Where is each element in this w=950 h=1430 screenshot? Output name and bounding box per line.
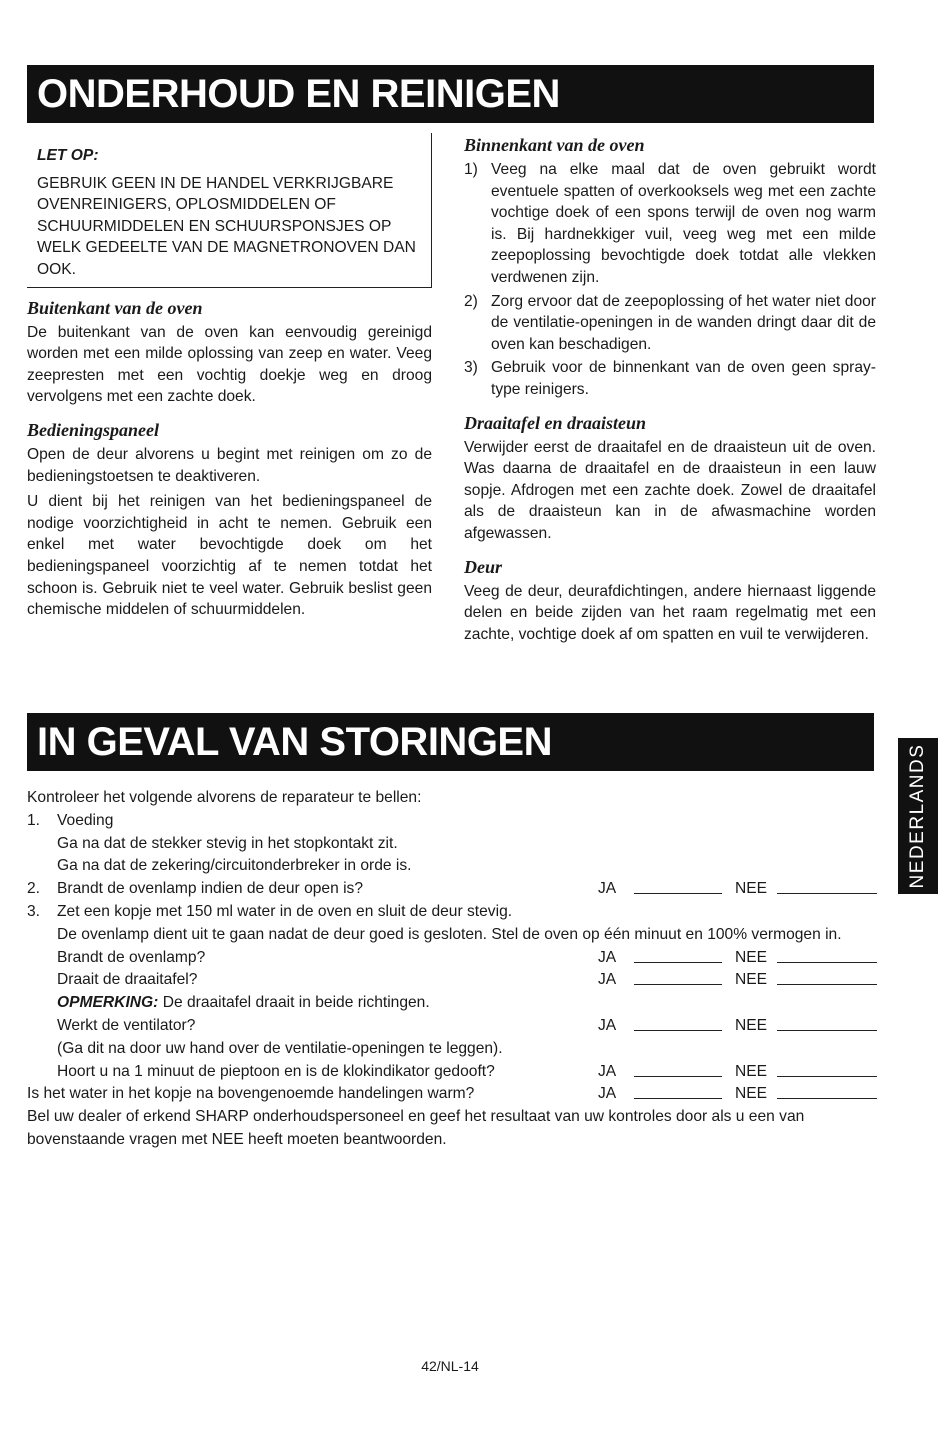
checklist-line: Ga na dat de zekering/circuitonderbreker in orde is.	[57, 857, 412, 875]
warning-title: LET OP:	[37, 147, 99, 164]
panel-heading: Bedieningspaneel	[27, 419, 160, 440]
note-line	[27, 992, 877, 1015]
troubleshooting-checklist	[27, 787, 877, 1152]
item-text: Zet een kopje met 150 ml water in de oven en sluit de deur stevig.	[57, 902, 513, 920]
turntable-section	[464, 411, 876, 545]
check-turntable	[27, 969, 877, 992]
inside-list	[464, 159, 876, 401]
yes-answer-line	[634, 962, 722, 963]
list-item	[464, 291, 876, 356]
list-item-text: Veeg na elke maal dat de oven gebruikt wordt eventuele spatten of overkooksels weg met een zachte vochtige doek of een spons terwijl de oven nog warm is. Bij hardnekkiger vuil, veeg weg met een milde zeepoplossing bevochtigde doek totdat alle vlekken verdwenen zijn.	[491, 161, 876, 286]
check-fan	[27, 1015, 877, 1038]
yes-label: JA	[598, 971, 617, 989]
no-label: NEE	[735, 1062, 768, 1080]
no-answer-line	[777, 1076, 877, 1077]
warning-box	[27, 133, 432, 288]
checklist-item-2	[27, 878, 877, 901]
checklist-item-1	[27, 810, 877, 833]
item-question: Hoort u na 1 minuut de pieptoon en is de klokindikator gedooft?	[57, 1062, 495, 1080]
no-answer-line	[777, 893, 877, 894]
panel-text-2: U dient bij het reinigen van het bedieningspaneel de nodige voorzichtigheid in acht te nemen. Gebruik een enkel met water bevochtigde doek om het bedieningspaneel voorzichtig af te nemen totdat het schoon is. Gebruik niet te veel water. Gebruik beslist geen chemische middelen of schuurmiddelen.	[27, 493, 432, 619]
troubleshooting-banner: IN GEVAL VAN STORINGEN	[27, 713, 874, 771]
no-label: NEE	[735, 948, 768, 966]
checklist-intro: Kontroleer het volgende alvorens de reparateur te bellen:	[27, 789, 422, 806]
check-water	[27, 1083, 877, 1106]
item-question: Werkt de ventilator?	[57, 1016, 196, 1034]
no-label: NEE	[735, 880, 768, 898]
turntable-heading: Draaitafel en draaisteun	[464, 412, 647, 433]
list-item-number: 2)	[464, 292, 478, 310]
yes-answer-line	[634, 984, 722, 985]
right-column	[464, 133, 876, 655]
yes-answer-line	[634, 893, 722, 894]
inside-heading: Binnenkant van de oven	[464, 135, 645, 155]
language-tab	[898, 738, 938, 894]
item-title: Voeding	[57, 811, 114, 829]
no-answer-line	[777, 1098, 877, 1099]
yes-label: JA	[598, 1016, 617, 1034]
item-question: Brandt de ovenlamp?	[57, 948, 206, 966]
no-answer-line	[777, 962, 877, 963]
no-answer-line	[777, 984, 877, 985]
warning-text: GEBRUIK GEEN IN DE HANDEL VERKRIJGBARE OVENREINIGERS, OPLOSMIDDELEN OF SCHUURMIDDELEN EN SCHUURSPONSJES OP WELK GEDEELTE VAN DE MAGNETRONOVEN DAN OOK.	[37, 174, 416, 278]
list-item-number: 1)	[464, 161, 478, 178]
yes-answer-line	[634, 1098, 722, 1099]
left-column	[27, 133, 432, 631]
item-number: 3.	[27, 902, 41, 920]
no-label: NEE	[735, 1016, 768, 1034]
checklist-paragraph: De ovenlamp dient uit te gaan nadat de deur goed is gesloten. Stel de oven op één minuut en 100% vermogen in.	[57, 925, 842, 943]
checklist-line: Ga na dat de stekker stevig in het stopkontakt zit.	[57, 834, 398, 852]
yes-label: JA	[598, 948, 617, 966]
turntable-text: Verwijder eerst de draaitafel en de draaisteun uit de oven. Was daarna de draaitafel en de draaisteun in een lauw sopje. Afdrogen met een zachte doek. Zowel de draaitafel als de draaisteun kan in de afwasmachine worden afgewassen.	[464, 438, 876, 542]
yes-label: JA	[598, 1085, 617, 1103]
no-label: NEE	[735, 971, 768, 989]
outside-text: De buitenkant van de oven kan eenvoudig gereinigd worden met een milde oplossing van zeep en water. Veeg zeepresten met een vochtig doekje weg en droog vervolgens met een zachte doek.	[27, 323, 432, 406]
note-text: De draaitafel draait in beide richtingen.	[158, 994, 430, 1012]
check-beep	[27, 1061, 877, 1084]
item-question: Is het water in het kopje na bovengenoemde handelingen warm?	[27, 1085, 475, 1103]
item-number: 1.	[27, 811, 41, 829]
panel-text-1: Open de deur alvorens u begint met reinigen om zo de bedieningstoetsen te deaktiveren.	[27, 445, 432, 485]
panel-section	[27, 418, 432, 621]
note-label: OPMERKING:	[57, 994, 159, 1012]
no-label: NEE	[735, 1085, 768, 1103]
yes-answer-line	[634, 1076, 722, 1077]
inside-section	[464, 133, 876, 401]
door-text: Veeg de deur, deurafdichtingen, andere hiernaast liggende delen en beide zijden van het raam regelmatig met een zachte, vochtige doek af om spatten en vuil te verwijderen.	[464, 582, 876, 643]
yes-label: JA	[598, 880, 617, 898]
closing-paragraph: Bel uw dealer of erkend SHARP onderhoudspersoneel en geef het resultaat van uw kontroles door als u een van bovenstaande vragen met NEE heeft moeten beantwoorden.	[27, 1108, 805, 1148]
checklist-item-3	[27, 901, 877, 924]
yes-answer-line	[634, 1030, 722, 1031]
no-answer-line	[777, 1030, 877, 1031]
door-section	[464, 555, 876, 646]
language-tab-label: NEDERLANDS	[907, 743, 928, 889]
outside-heading: Buitenkant van de oven	[27, 297, 203, 318]
item-question: Draait de draaitafel?	[57, 971, 198, 989]
list-item-text: Gebruik voor de binnenkant van de oven geen spray-type reinigers.	[491, 359, 876, 398]
yes-label: JA	[598, 1062, 617, 1080]
check-lamp	[27, 947, 877, 970]
list-item-text: Zorg ervoor dat de zeepoplossing of het water niet door de ventilatie-openingen in de wanden dringt daar dit de oven kan beschadigen.	[491, 292, 876, 353]
outside-section	[27, 296, 432, 408]
item-question: Brandt de ovenlamp indien de deur open is?	[57, 880, 364, 898]
list-item	[464, 357, 876, 400]
maintenance-banner: ONDERHOUD EN REINIGEN	[27, 65, 874, 123]
fan-hint: (Ga dit na door uw hand over de ventilatie-openingen te leggen).	[57, 1039, 503, 1057]
door-heading: Deur	[464, 556, 503, 577]
page-number: 42/NL-14	[421, 1358, 479, 1374]
list-item	[464, 159, 876, 289]
item-number: 2.	[27, 880, 41, 898]
list-item-number: 3)	[464, 359, 478, 377]
